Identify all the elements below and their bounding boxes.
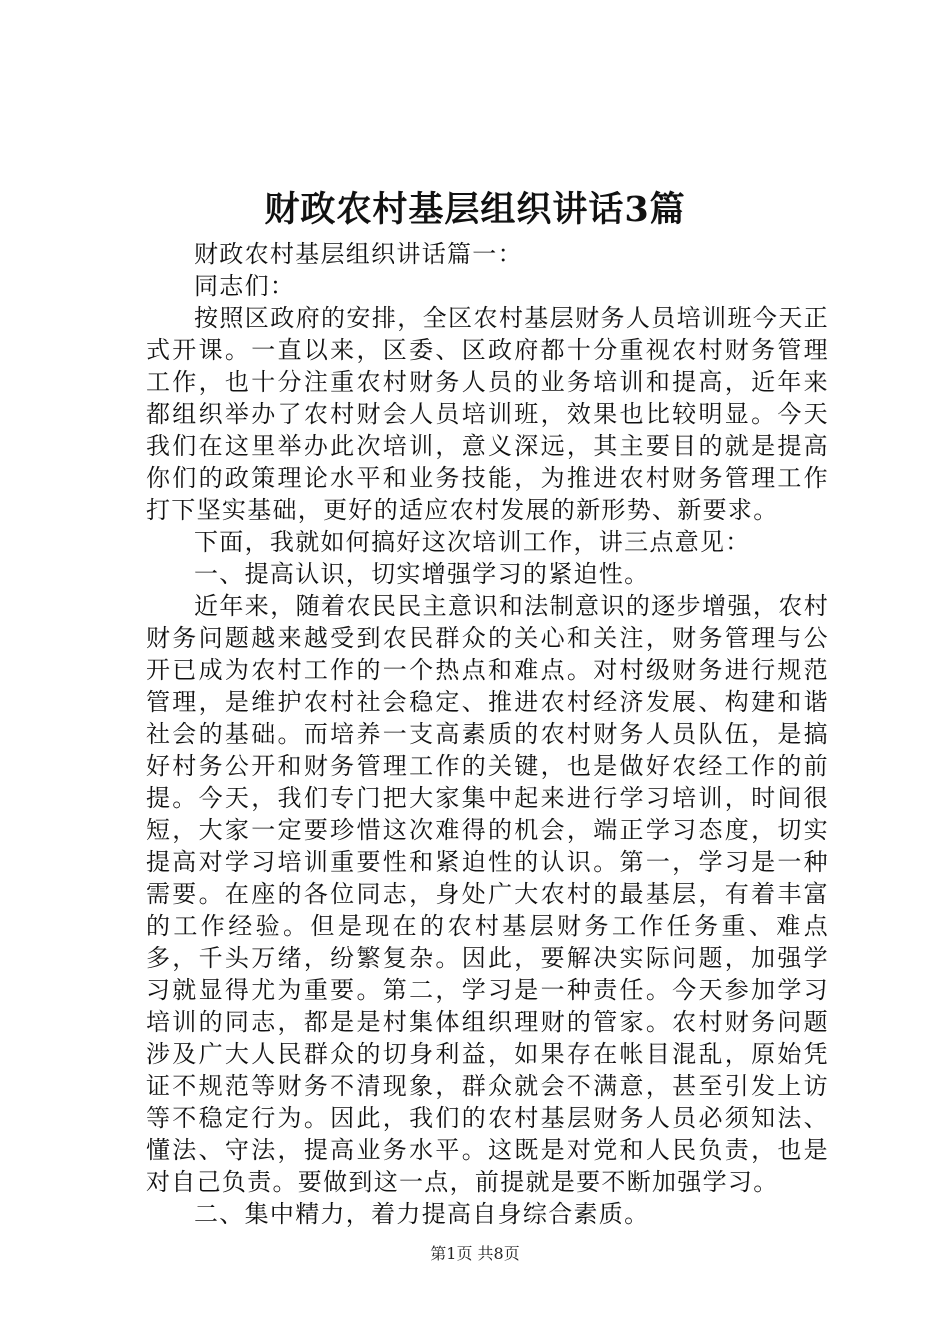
page-number-footer: 第1页 共8页	[430, 1244, 520, 1263]
body-paragraph: 下面，我就如何搞好这次培训工作，讲三点意见：	[194, 528, 751, 556]
point-heading: 一、提高认识，切实增强学习的紧迫性。	[194, 560, 650, 588]
document-body	[146, 238, 829, 1230]
point-heading: 二、集中精力，着力提高自身综合素质。	[194, 1200, 650, 1228]
body-paragraph: 按照区政府的安排，全区农村基层财务人员培训班今天正式开课。一直以来，区委、区政府都十分重视农村财务管理工作，也十分注重农村财务人员的业务培训和提高，近年来都组织举办了农村财会人员培训班，效果也比较明显。今天我们在这里举办此次培训，意义深远，其主要目的就是提高你们的政策理论水平和业务技能，为推进农村财务管理工作打下坚实基础，更好的适应农村发展的新形势、新要求。	[146, 304, 829, 524]
section-heading: 财政农村基层组织讲话篇一：	[194, 240, 523, 268]
salutation: 同志们：	[194, 272, 296, 300]
body-paragraph: 近年来，随着农民民主意识和法制意识的逐步增强，农村财务问题越来越受到农民群众的关心和关注，财务管理与公开已成为农村工作的一个热点和难点。对村级财务进行规范管理，是维护农村社会稳定、推进农村经济发展、构建和谐社会的基础。而培养一支高素质的农村财务人员队伍，是搞好村务公开和财务管理工作的关键，也是做好农经工作的前提。今天，我们专门把大家集中起来进行学习培训，时间很短，大家一定要珍惜这次难得的机会，端正学习态度，切实提高对学习培训重要性和紧迫性的认识。第一，学习是一种需要。在座的各位同志，身处广大农村的最基层，有着丰富的工作经验。但是现在的农村基层财务工作任务重、难点多，千头万绪，纷繁复杂。因此，要解决实际问题，加强学习就显得尤为重要。第二，学习是一种责任。今天参加学习培训的同志，都是是村集体组织理财的管家。农村财务问题涉及广大人民群众的切身利益，如果存在帐目混乱，原始凭证不规范等财务不清现象，群众就会不满意，甚至引发上访等不稳定行为。因此，我们的农村基层财务人员必须知法、懂法、守法，提高业务水平。这既是对党和人民负责，也是对自己负责。要做到这一点，前提就是要不断加强学习。	[146, 592, 829, 1196]
document-title: 财政农村基层组织讲话3篇	[264, 189, 686, 230]
